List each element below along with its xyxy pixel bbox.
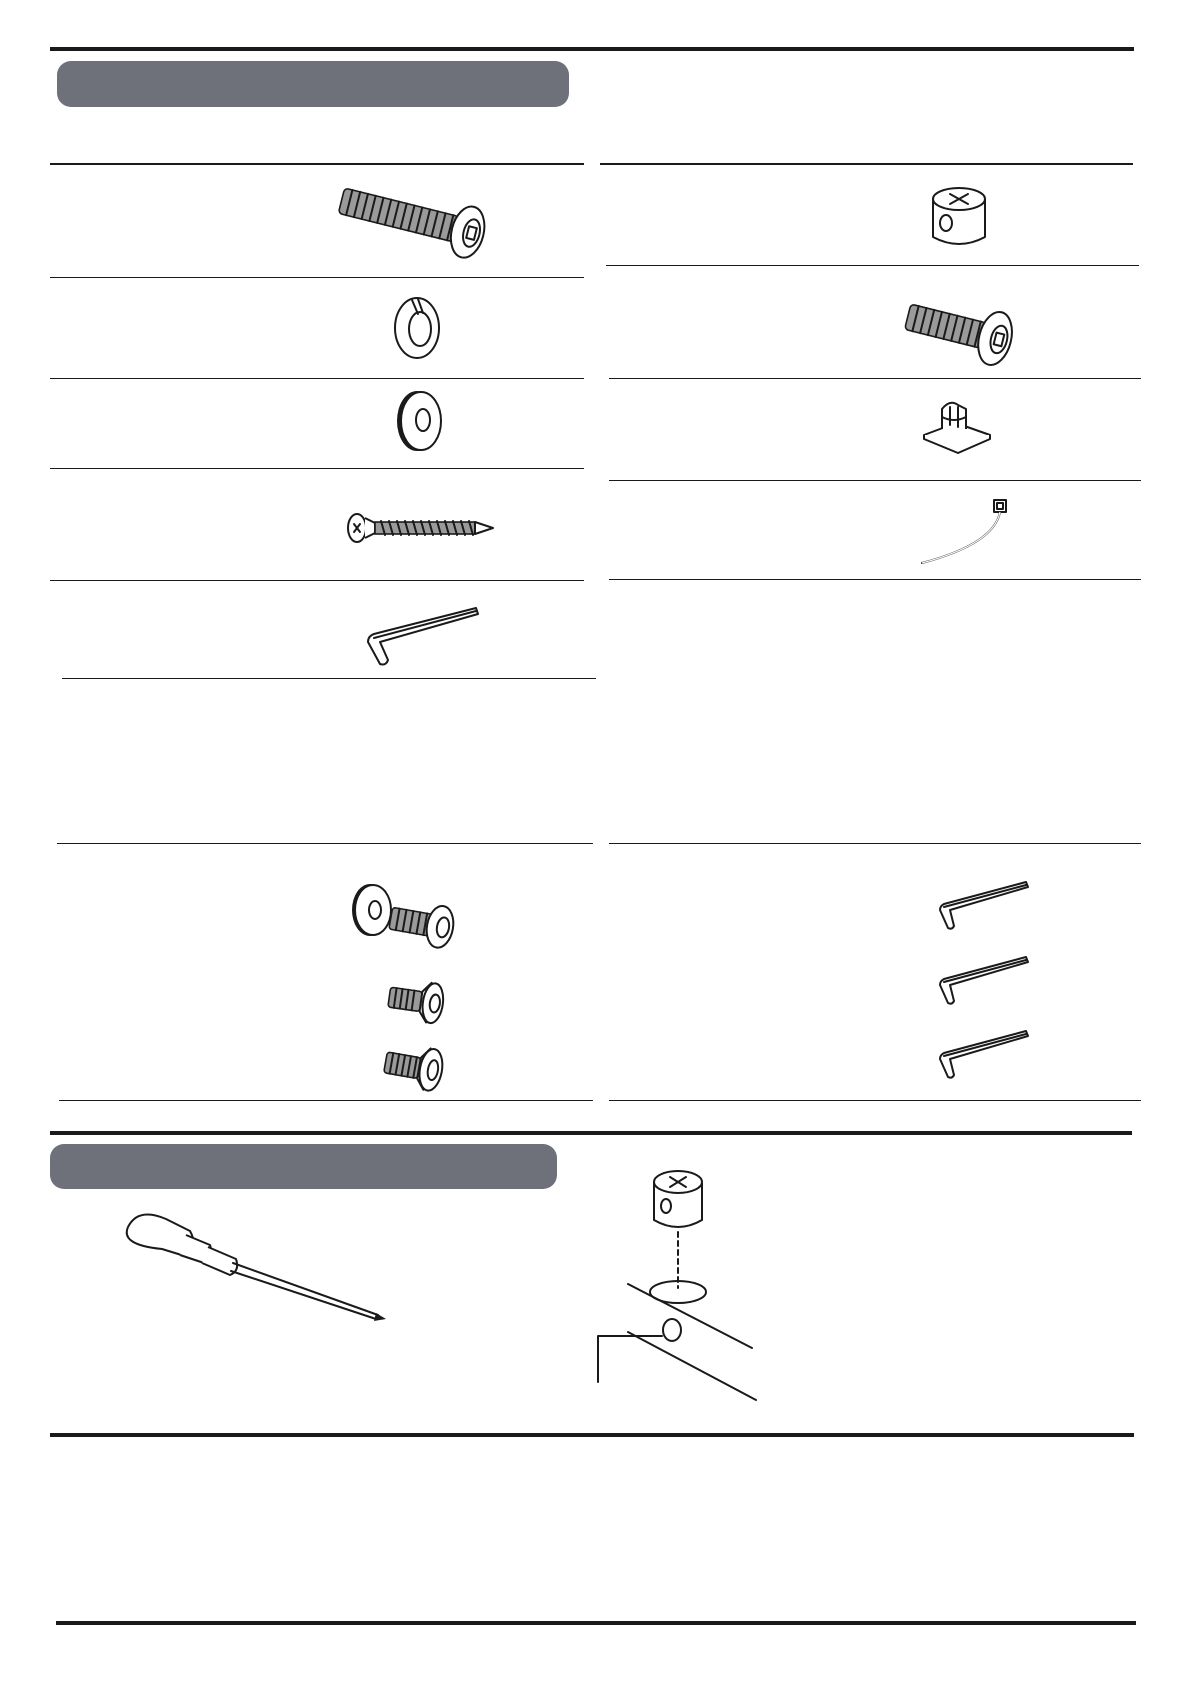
- row-divider: [609, 1100, 1141, 1101]
- row-divider: [59, 1100, 593, 1101]
- row-divider: [50, 468, 584, 469]
- row-divider: [609, 843, 1141, 844]
- row-divider: [609, 480, 1141, 481]
- cable-tie-icon: [918, 496, 1013, 571]
- long-bolt-icon: [335, 180, 500, 265]
- row-divider: [606, 265, 1139, 266]
- washer-bolt-icon: [348, 880, 458, 955]
- tools-section-header: [50, 1144, 557, 1189]
- allen-key-icon: [932, 953, 1032, 1011]
- barrel-nut-insertion-icon: [596, 1160, 776, 1405]
- barrel-nut-icon: [928, 185, 990, 251]
- spring-washer-icon: [390, 292, 445, 364]
- allen-key-icon: [358, 600, 483, 672]
- row-divider: [50, 378, 584, 379]
- cable-clip-icon: [920, 395, 995, 455]
- row-divider: [50, 163, 584, 165]
- countersunk-bolt-icon: [385, 975, 450, 1027]
- section-rule: [50, 1433, 1134, 1437]
- row-divider: [600, 163, 1133, 165]
- bottom-rule: [56, 1621, 1136, 1625]
- phillips-screwdriver-icon: [118, 1205, 398, 1325]
- allen-key-icon: [932, 1027, 1032, 1085]
- countersunk-bolt-icon: [381, 1040, 451, 1096]
- flat-washer-icon: [392, 387, 447, 455]
- top-rule: [50, 47, 1134, 51]
- short-bolt-icon: [902, 290, 1020, 370]
- hardware-section-header: [57, 61, 569, 107]
- row-divider: [50, 580, 584, 581]
- row-divider: [609, 378, 1141, 379]
- allen-key-icon: [932, 878, 1032, 936]
- row-divider: [57, 843, 593, 844]
- row-divider: [62, 678, 596, 679]
- row-divider: [609, 579, 1141, 580]
- row-divider: [50, 277, 584, 278]
- section-rule: [50, 1131, 1132, 1135]
- wood-screw-icon: [345, 510, 500, 546]
